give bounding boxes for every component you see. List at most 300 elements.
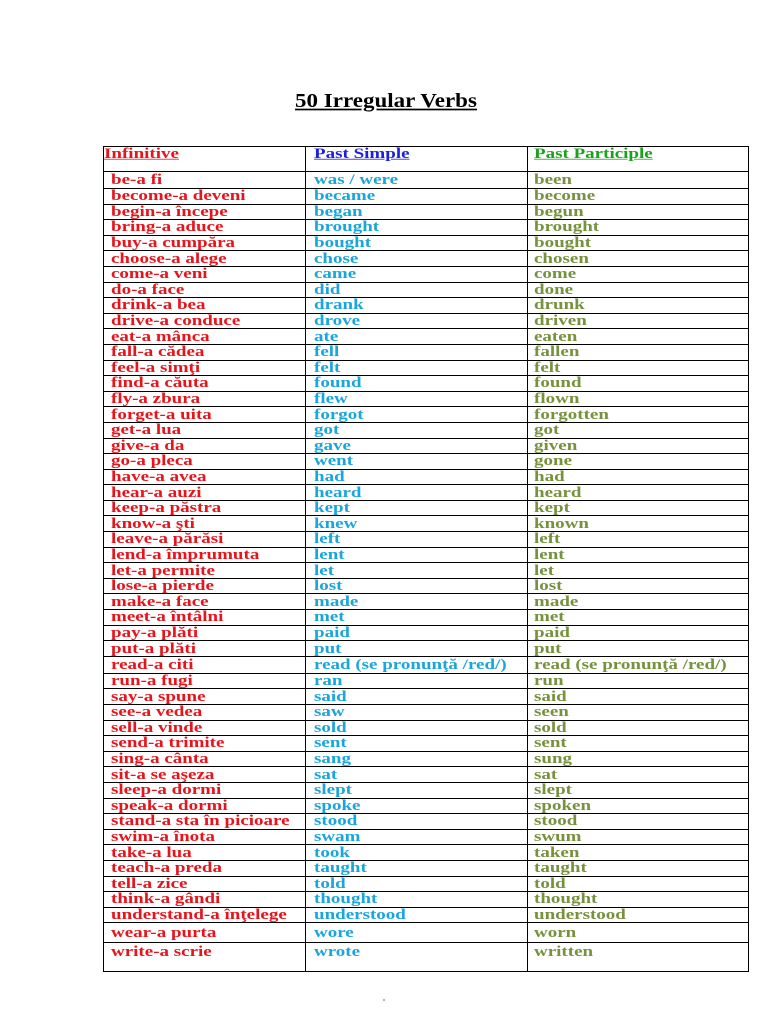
past-simple-cell: [306, 673, 528, 689]
table-row: [104, 578, 749, 594]
table-row: [104, 563, 749, 579]
past-participle-cell: [528, 705, 749, 721]
infinitive-cell: [104, 860, 306, 876]
past-participle-text: sat: [534, 765, 558, 783]
past-participle-cell: [528, 391, 749, 407]
infinitive-cell: [104, 344, 306, 360]
table-row: [104, 422, 749, 438]
table-row: [104, 923, 749, 943]
past-simple-text: was / were: [314, 171, 399, 188]
infinitive-cell: [104, 736, 306, 752]
table-row: [104, 907, 749, 923]
past-participle-cell: [528, 376, 749, 392]
past-participle-text: sold: [534, 719, 567, 736]
past-participle-text: flown: [534, 390, 580, 408]
past-participle-text: drunk: [534, 296, 585, 314]
infinitive-cell: [104, 814, 306, 830]
table-row: [104, 641, 749, 657]
infinitive-cell: [104, 298, 306, 314]
past-participle-text: taught: [534, 859, 587, 877]
past-simple-text: thought: [314, 890, 378, 908]
past-simple-cell: [306, 782, 528, 798]
infinitive-text: send-a trimite: [111, 734, 225, 752]
past-participle-cell: [528, 610, 749, 626]
past-participle-cell: [528, 500, 749, 516]
infinitive-cell: [104, 563, 306, 579]
past-participle-text: worn: [534, 924, 577, 941]
table-row: [104, 943, 749, 972]
past-simple-text: let: [314, 561, 335, 579]
past-participle-text: kept: [534, 499, 570, 517]
past-participle-cell: [528, 344, 749, 360]
irregular-verbs-table: [103, 146, 749, 972]
past-simple-cell: [306, 705, 528, 721]
past-participle-cell: [528, 814, 749, 830]
infinitive-cell: [104, 625, 306, 641]
past-simple-text: told: [314, 875, 346, 892]
past-participle-cell: [528, 532, 749, 548]
past-simple-cell: [306, 532, 528, 548]
past-simple-cell: [306, 563, 528, 579]
infinitive-cell: [104, 673, 306, 689]
past-simple-cell: [306, 298, 528, 314]
infinitive-text: tell-a zice: [111, 875, 188, 892]
table-row: [104, 625, 749, 641]
past-participle-cell: [528, 782, 749, 798]
infinitive-cell: [104, 641, 306, 657]
past-simple-cell: [306, 845, 528, 861]
table-row: [104, 485, 749, 501]
past-participle-text: begun: [534, 203, 584, 220]
past-simple-text: paid: [314, 624, 350, 641]
infinitive-text: wear-a purta: [111, 924, 217, 941]
past-participle-cell: [528, 235, 749, 251]
table-row: [104, 736, 749, 752]
past-simple-text: began: [314, 203, 363, 220]
past-participle-text: sent: [534, 734, 567, 752]
infinitive-text: get-a lua: [111, 421, 182, 439]
past-participle-text: given: [534, 436, 578, 454]
past-participle-text: been: [534, 171, 572, 188]
past-participle-cell: [528, 220, 749, 236]
page-mark: [383, 999, 385, 1001]
past-simple-cell: [306, 751, 528, 767]
past-simple-text: fell: [314, 343, 340, 361]
past-participle-text: spoken: [534, 797, 592, 814]
past-simple-text: chose: [314, 249, 359, 267]
past-simple-cell: [306, 907, 528, 923]
past-participle-cell: [528, 172, 749, 189]
infinitive-text: say-a spune: [111, 687, 206, 705]
past-simple-text: brought: [314, 218, 380, 236]
past-participle-text: felt: [534, 359, 561, 376]
infinitive-cell: [104, 656, 306, 673]
infinitive-text: know-a şti: [111, 514, 195, 532]
past-simple-text: made: [314, 592, 359, 610]
table-row: [104, 751, 749, 767]
past-participle-text: known: [534, 514, 589, 532]
past-participle-cell: [528, 907, 749, 923]
infinitive-text: lend-a împrumuta: [111, 546, 260, 563]
past-simple-cell: [306, 578, 528, 594]
past-simple-text: took: [314, 843, 350, 861]
past-simple-text: flew: [314, 390, 348, 408]
infinitive-text: fall-a cădea: [111, 343, 205, 361]
infinitive-text: go-a pleca: [111, 452, 193, 470]
past-participle-cell: [528, 407, 749, 423]
table-row: [104, 845, 749, 861]
past-simple-cell: [306, 251, 528, 267]
infinitive-cell: [104, 329, 306, 345]
past-participle-text: run: [534, 672, 564, 690]
past-simple-text: read (se pronunţă /red/): [314, 656, 507, 673]
past-participle-text: lent: [534, 546, 565, 563]
past-simple-text: heard: [314, 483, 362, 501]
past-simple-text: drove: [314, 312, 361, 330]
table-row: [104, 500, 749, 516]
past-simple-text: spoke: [314, 797, 361, 814]
past-simple-text: drank: [314, 296, 364, 314]
table-row: [104, 235, 749, 251]
past-simple-text: wrote: [314, 943, 361, 961]
infinitive-text: become-a deveni: [111, 187, 246, 205]
past-participle-cell: [528, 656, 749, 673]
past-simple-text: felt: [314, 359, 341, 376]
infinitive-text: pay-a plăti: [111, 624, 199, 641]
past-participle-text: forgotten: [534, 405, 609, 423]
header-past-simple-label: Past Simple: [314, 145, 410, 162]
infinitive-text: bring-a aduce: [111, 218, 224, 236]
infinitive-cell: [104, 376, 306, 392]
past-simple-text: bought: [314, 234, 372, 252]
past-simple-text: put: [314, 639, 342, 657]
infinitive-text: run-a fugi: [111, 672, 193, 690]
past-participle-text: chosen: [534, 249, 589, 267]
past-simple-text: ate: [314, 327, 339, 345]
infinitive-text: come-a veni: [111, 265, 208, 283]
past-participle-text: understood: [534, 906, 626, 924]
past-participle-text: bought: [534, 234, 592, 252]
past-participle-cell: [528, 485, 749, 501]
past-participle-cell: [528, 829, 749, 845]
past-simple-text: forgot: [314, 405, 364, 423]
infinitive-text: make-a face: [111, 592, 209, 610]
past-simple-cell: [306, 610, 528, 626]
infinitive-text: take-a lua: [111, 843, 192, 861]
infinitive-text: feel-a simţi: [111, 359, 201, 376]
past-simple-cell: [306, 814, 528, 830]
past-simple-cell: [306, 344, 528, 360]
table-row: [104, 689, 749, 705]
infinitive-cell: [104, 845, 306, 861]
header-past-participle-label: Past Participle: [534, 145, 653, 162]
past-simple-cell: [306, 923, 528, 943]
table-row: [104, 189, 749, 205]
table-row: [104, 438, 749, 454]
infinitive-cell: [104, 610, 306, 626]
infinitive-text: forget-a uita: [111, 405, 212, 423]
header-infinitive-label: Infinitive: [104, 145, 179, 162]
infinitive-cell: [104, 469, 306, 485]
past-simple-text: stood: [314, 812, 358, 830]
infinitive-cell: [104, 782, 306, 798]
past-participle-cell: [528, 329, 749, 345]
table-row: [104, 220, 749, 236]
past-simple-text: kept: [314, 499, 350, 517]
past-participle-text: driven: [534, 312, 587, 330]
infinitive-cell: [104, 391, 306, 407]
past-simple-text: gave: [314, 436, 351, 454]
past-simple-text: ran: [314, 672, 343, 690]
past-simple-cell: [306, 860, 528, 876]
table-row: [104, 860, 749, 876]
past-participle-cell: [528, 298, 749, 314]
infinitive-text: swim-a înota: [111, 828, 215, 846]
past-participle-text: become: [534, 187, 596, 205]
past-simple-text: sang: [314, 750, 351, 768]
infinitive-cell: [104, 751, 306, 767]
header-past-participle: [528, 147, 749, 172]
infinitive-cell: [104, 220, 306, 236]
infinitive-text: begin-a începe: [111, 203, 228, 220]
past-participle-cell: [528, 673, 749, 689]
table-row: [104, 469, 749, 485]
past-simple-text: left: [314, 530, 341, 548]
past-participle-text: written: [534, 943, 594, 961]
past-simple-cell: [306, 485, 528, 501]
infinitive-text: be-a fi: [111, 171, 163, 188]
infinitive-text: read-a citi: [111, 656, 194, 673]
past-simple-cell: [306, 500, 528, 516]
table-row: [104, 705, 749, 721]
infinitive-cell: [104, 251, 306, 267]
past-simple-text: understood: [314, 906, 406, 924]
table-row: [104, 172, 749, 189]
infinitive-text: sell-a vinde: [111, 719, 203, 736]
past-participle-cell: [528, 454, 749, 470]
table-header-row: [104, 147, 749, 172]
past-simple-cell: [306, 189, 528, 205]
infinitive-text: understand-a înţelege: [111, 906, 287, 924]
past-simple-text: lent: [314, 546, 345, 563]
past-simple-text: met: [314, 608, 345, 626]
infinitive-cell: [104, 500, 306, 516]
infinitive-text: speak-a dormi: [111, 797, 228, 814]
infinitive-cell: [104, 767, 306, 783]
past-participle-text: heard: [534, 483, 582, 501]
past-simple-cell: [306, 422, 528, 438]
past-participle-text: left: [534, 530, 561, 548]
past-participle-cell: [528, 689, 749, 705]
past-participle-text: put: [534, 639, 562, 657]
past-simple-cell: [306, 689, 528, 705]
past-simple-text: sent: [314, 734, 347, 752]
infinitive-cell: [104, 189, 306, 205]
past-simple-text: said: [314, 687, 347, 705]
past-participle-text: sung: [534, 750, 573, 768]
table-row: [104, 547, 749, 563]
infinitive-text: drink-a bea: [111, 296, 206, 314]
past-participle-cell: [528, 736, 749, 752]
infinitive-text: do-a face: [111, 281, 185, 298]
infinitive-cell: [104, 532, 306, 548]
past-participle-text: had: [534, 468, 565, 485]
past-participle-cell: [528, 547, 749, 563]
past-simple-text: came: [314, 265, 357, 283]
past-simple-cell: [306, 767, 528, 783]
past-participle-cell: [528, 625, 749, 641]
infinitive-text: sing-a cânta: [111, 750, 209, 768]
infinitive-text: sit-a se aşeza: [111, 765, 215, 783]
page-title: [4, 88, 768, 114]
table-row: [104, 610, 749, 626]
past-simple-cell: [306, 391, 528, 407]
past-simple-cell: [306, 407, 528, 423]
past-participle-text: brought: [534, 218, 600, 236]
infinitive-cell: [104, 829, 306, 845]
table-row: [104, 767, 749, 783]
past-simple-text: went: [314, 452, 354, 470]
infinitive-text: lose-a pierde: [111, 577, 214, 595]
infinitive-cell: [104, 313, 306, 329]
past-participle-cell: [528, 923, 749, 943]
table-row: [104, 814, 749, 830]
table-row: [104, 266, 749, 282]
past-simple-text: found: [314, 374, 362, 392]
past-participle-cell: [528, 469, 749, 485]
table-row: [104, 532, 749, 548]
past-participle-text: let: [534, 561, 555, 579]
past-participle-cell: [528, 313, 749, 329]
past-participle-text: eaten: [534, 327, 578, 345]
past-simple-cell: [306, 469, 528, 485]
infinitive-cell: [104, 235, 306, 251]
past-participle-text: met: [534, 608, 565, 626]
table-row: [104, 454, 749, 470]
table-row: [104, 251, 749, 267]
past-simple-cell: [306, 656, 528, 673]
past-participle-cell: [528, 563, 749, 579]
past-simple-cell: [306, 892, 528, 908]
infinitive-text: keep-a păstra: [111, 499, 222, 517]
past-simple-text: saw: [314, 703, 345, 721]
past-simple-text: did: [314, 281, 341, 298]
past-participle-cell: [528, 641, 749, 657]
past-simple-cell: [306, 220, 528, 236]
past-participle-text: told: [534, 875, 566, 892]
past-participle-cell: [528, 892, 749, 908]
past-simple-text: taught: [314, 859, 367, 877]
past-participle-cell: [528, 189, 749, 205]
infinitive-text: think-a gândi: [111, 890, 221, 908]
table-row: [104, 594, 749, 610]
page-title-text: 50 Irregular Verbs: [295, 89, 477, 112]
table-row: [104, 329, 749, 345]
table-row: [104, 376, 749, 392]
past-participle-text: made: [534, 592, 579, 610]
past-participle-text: gone: [534, 452, 572, 470]
past-participle-text: slept: [534, 781, 572, 799]
past-simple-text: knew: [314, 514, 358, 532]
infinitive-text: find-a căuta: [111, 374, 209, 392]
table-row: [104, 892, 749, 908]
table-body: [104, 172, 749, 972]
infinitive-text: choose-a alege: [111, 249, 227, 267]
past-simple-cell: [306, 736, 528, 752]
past-simple-cell: [306, 641, 528, 657]
past-participle-cell: [528, 860, 749, 876]
infinitive-text: buy-a cumpăra: [111, 234, 236, 252]
past-simple-cell: [306, 454, 528, 470]
past-participle-cell: [528, 594, 749, 610]
past-participle-cell: [528, 422, 749, 438]
past-participle-cell: [528, 943, 749, 972]
past-simple-text: sat: [314, 765, 338, 783]
past-participle-text: found: [534, 374, 582, 392]
table-row: [104, 344, 749, 360]
infinitive-text: drive-a conduce: [111, 312, 241, 330]
infinitive-cell: [104, 266, 306, 282]
infinitive-text: leave-a părăsi: [111, 530, 224, 548]
past-participle-cell: [528, 751, 749, 767]
past-simple-text: had: [314, 468, 345, 485]
infinitive-cell: [104, 407, 306, 423]
infinitive-text: eat-a mânca: [111, 327, 210, 345]
infinitive-text: give-a da: [111, 436, 185, 454]
past-simple-text: became: [314, 187, 376, 205]
past-participle-text: fallen: [534, 343, 580, 361]
past-participle-text: swum: [534, 828, 582, 846]
past-simple-cell: [306, 829, 528, 845]
past-participle-cell: [528, 516, 749, 532]
infinitive-cell: [104, 172, 306, 189]
infinitive-text: have-a avea: [111, 468, 207, 485]
past-simple-cell: [306, 625, 528, 641]
past-participle-text: taken: [534, 843, 580, 861]
infinitive-cell: [104, 907, 306, 923]
table-row: [104, 673, 749, 689]
past-simple-text: got: [314, 421, 340, 439]
past-simple-cell: [306, 943, 528, 972]
past-participle-text: got: [534, 421, 560, 439]
past-participle-text: said: [534, 687, 567, 705]
past-simple-cell: [306, 266, 528, 282]
infinitive-text: teach-a preda: [111, 859, 222, 877]
table-row: [104, 656, 749, 673]
table-row: [104, 829, 749, 845]
infinitive-cell: [104, 705, 306, 721]
header-infinitive: [104, 147, 306, 172]
past-simple-text: swam: [314, 828, 361, 846]
past-participle-text: stood: [534, 812, 578, 830]
past-simple-text: wore: [314, 924, 354, 941]
table-row: [104, 782, 749, 798]
table-row: [104, 407, 749, 423]
table-row: [104, 313, 749, 329]
past-participle-cell: [528, 845, 749, 861]
infinitive-cell: [104, 943, 306, 972]
past-simple-cell: [306, 594, 528, 610]
infinitive-cell: [104, 689, 306, 705]
infinitive-text: hear-a auzi: [111, 483, 202, 501]
past-participle-text: paid: [534, 624, 570, 641]
infinitive-cell: [104, 892, 306, 908]
infinitive-text: let-a permite: [111, 561, 215, 579]
past-participle-text: done: [534, 281, 574, 298]
past-participle-cell: [528, 578, 749, 594]
infinitive-cell: [104, 454, 306, 470]
past-participle-text: come: [534, 265, 577, 283]
